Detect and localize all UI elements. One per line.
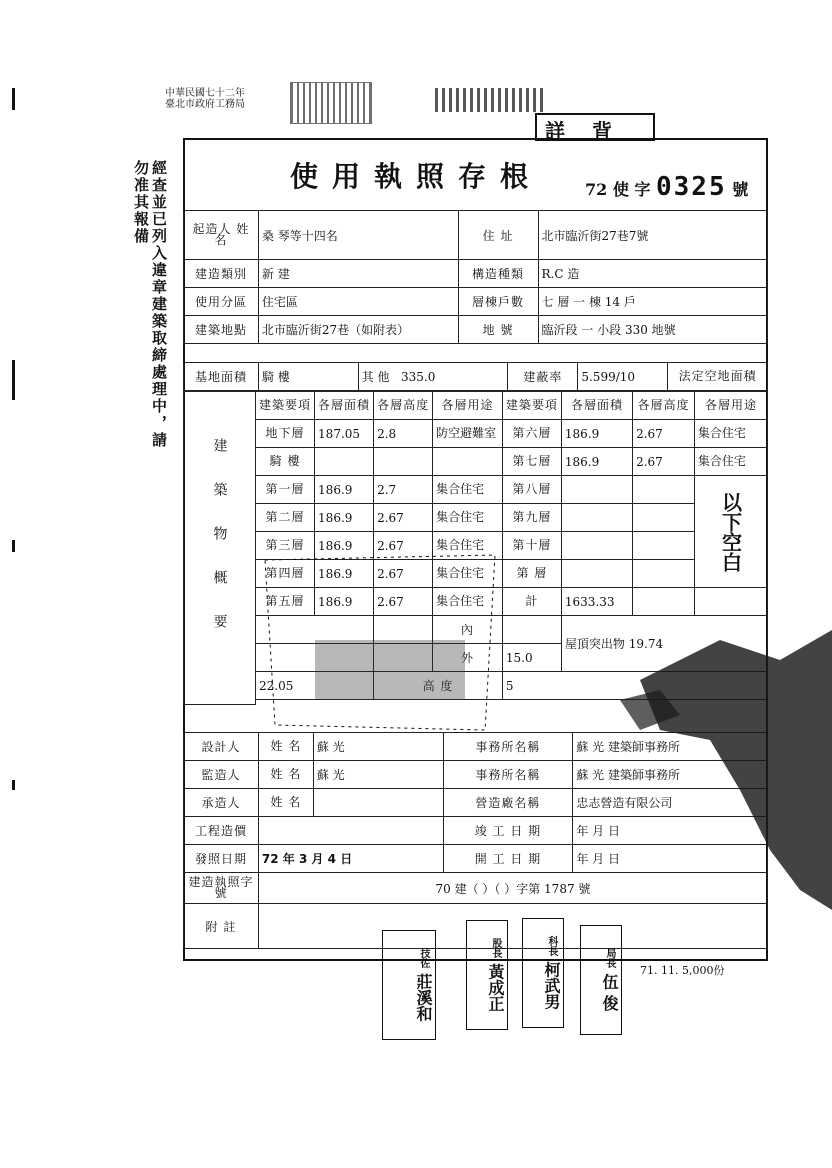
detail-stamp [535, 113, 655, 141]
floor-area: 1633.33 [561, 588, 632, 616]
seal-name: 黃成正 [486, 963, 505, 1012]
contractor-label: 承造人 [184, 789, 259, 817]
cost-value [258, 817, 443, 845]
floor-area: 187.05 [315, 420, 374, 448]
floor-height: 2.67 [633, 420, 695, 448]
side-note-text: 經查並已列入違章建築取締處理中，請勿准其報備 [132, 160, 168, 449]
floor-area [561, 504, 632, 532]
use-zone-label: 使用分區 [184, 288, 259, 316]
stamp-line: 臺北市政府工務局 [165, 99, 245, 110]
floor-name: 第一層 [256, 476, 315, 504]
build-type-label: 建造類別 [184, 260, 259, 288]
name-label: 姓 名 [258, 789, 313, 817]
floors-value: 七 層 一 棟 14 戶 [538, 288, 768, 316]
seal-role: 科長 [546, 936, 557, 957]
outdoor-label: 外 [433, 644, 503, 672]
seal-name: 柯武男 [542, 961, 561, 1010]
floor-name: 第二層 [256, 504, 315, 532]
designer-office: 蘇 光 建築師事務所 [573, 733, 768, 761]
smudge-overlay [255, 540, 505, 740]
page-title: 使用執照存根 [290, 160, 543, 193]
permit-suffix: 號 [732, 180, 749, 199]
floor-height: 2.8 [374, 420, 433, 448]
header-use: 各層用途 [694, 392, 767, 420]
floor-name: 第六層 [502, 420, 561, 448]
floor-height: 2.7 [374, 476, 433, 504]
land-area-value: 335.0 [400, 370, 436, 384]
structure-value: R.C 造 [538, 260, 768, 288]
header-height: 各層高度 [633, 392, 695, 420]
floor-height [633, 504, 695, 532]
name-label: 姓 名 [258, 761, 313, 789]
info-table [183, 210, 768, 344]
seal-clerk [382, 930, 436, 1040]
address-value: 北市臨沂街27巷7號 [538, 211, 768, 260]
cost-label: 工程造價 [184, 817, 259, 845]
seal-role: 局長 [604, 948, 615, 969]
detail-stamp-text: 詳 背 [545, 119, 622, 143]
floor-use: 集合住宅 [433, 532, 503, 560]
supervisor-office: 蘇 光 建築師事務所 [573, 761, 768, 789]
floor-name: 第三層 [256, 532, 315, 560]
top-left-stamp [165, 88, 285, 110]
permit-prefix: 72 使 字 [585, 180, 651, 199]
floor-height [633, 560, 695, 588]
finish-label: 竣 工 日 期 [443, 817, 573, 845]
floor-use: 集合住宅 [694, 420, 767, 448]
floor-area [561, 560, 632, 588]
finish-value: 年 月 日 [573, 817, 768, 845]
blank-note: 以下空白 [694, 476, 767, 588]
total-height-value: 22.05 [256, 672, 374, 700]
floor-name: 第八層 [502, 476, 561, 504]
designer-label: 設計人 [184, 733, 259, 761]
seal-role: 技佐 [418, 948, 429, 969]
rooftop-height: 5 [502, 672, 767, 700]
supervisor-label: 監造人 [184, 761, 259, 789]
floor-height [633, 588, 695, 616]
floor-use: 集合住宅 [433, 560, 503, 588]
seal-chief [522, 918, 564, 1028]
site-value: 北市臨沂街27巷（如附表） [258, 316, 458, 344]
start-label: 開 工 日 期 [443, 845, 573, 873]
office-label: 事務所名稱 [443, 761, 573, 789]
floor-use: 集合住宅 [694, 448, 767, 476]
indoor-label: 內 [433, 616, 503, 644]
floor-name: 計 [502, 588, 561, 616]
header-item: 建築要項 [256, 392, 315, 420]
date-stamp [435, 88, 545, 112]
issue-value: 72 年 3 月 4 日 [258, 845, 443, 873]
top-stamp-block [290, 82, 372, 124]
designer-name: 蘇 光 [313, 733, 443, 761]
arcade-label: 騎 樓 [258, 363, 358, 391]
seal-section [466, 920, 508, 1030]
floor-height: 2.67 [374, 588, 433, 616]
table-row [184, 476, 768, 504]
attachment-value [258, 904, 767, 949]
header-item: 建築要項 [502, 392, 561, 420]
floor-area: 186.9 [315, 560, 374, 588]
build-permit-value: 70 建（ ）（ ）字第 1787 號 [258, 873, 767, 904]
seal-name: 莊溪和 [414, 973, 433, 1022]
floor-height [633, 476, 695, 504]
floor-use: 防空避難室 [433, 420, 503, 448]
floor-area: 186.9 [315, 504, 374, 532]
margin-mark [12, 780, 15, 790]
header-height: 各層高度 [374, 392, 433, 420]
floor-use [694, 588, 767, 616]
permit-number-value: 0325 [656, 172, 727, 202]
permit-number [585, 172, 748, 202]
land-area-label: 基地面積 [184, 363, 259, 391]
header-use: 各層用途 [433, 392, 503, 420]
floor-height: 2.67 [633, 448, 695, 476]
margin-mark [12, 88, 15, 110]
floor-height [374, 448, 433, 476]
land-area-other [358, 363, 508, 391]
structure-label: 構造種類 [458, 260, 538, 288]
floor-area: 186.9 [315, 588, 374, 616]
applicant-value: 桑 琴等十四名 [258, 211, 458, 260]
table-row [184, 448, 768, 476]
floor-name: 第 層 [502, 560, 561, 588]
address-label: 住 址 [458, 211, 538, 260]
margin-mark [12, 540, 15, 552]
floor-height: 2.67 [374, 504, 433, 532]
seal-director [580, 925, 622, 1035]
issue-label: 發照日期 [184, 845, 259, 873]
indoor-value [502, 616, 561, 644]
attachment-label: 附 註 [184, 904, 259, 949]
coverage-value: 5.599/10 [578, 363, 668, 391]
print-note: 71. 11. 5,000份 [640, 964, 725, 977]
floor-area: 186.9 [561, 420, 632, 448]
floor-area [561, 476, 632, 504]
rooftop-value: 19.74 [628, 637, 664, 651]
floors-label: 層棟戶數 [458, 288, 538, 316]
floor-name: 騎 樓 [256, 448, 315, 476]
seal-name: 伍 俊 [600, 974, 619, 1012]
site-label: 建築地點 [184, 316, 259, 344]
floor-name: 第七層 [502, 448, 561, 476]
seal-role: 股長 [490, 938, 501, 959]
name-label: 姓 名 [258, 733, 313, 761]
lot-value: 臨沂段 一 小段 330 地號 [538, 316, 768, 344]
build-permit-label: 建造執照字號 [184, 873, 259, 904]
office-label: 事務所名稱 [443, 733, 573, 761]
floor-height: 2.67 [374, 560, 433, 588]
floor-area: 186.9 [561, 448, 632, 476]
land-area-table [183, 362, 768, 391]
header-area: 各層面積 [561, 392, 632, 420]
contractor-office: 忠志營造有限公司 [573, 789, 768, 817]
build-type-value: 新 建 [258, 260, 458, 288]
coverage-label: 建蔽率 [508, 363, 578, 391]
floor-name: 第五層 [256, 588, 315, 616]
header-area: 各層面積 [315, 392, 374, 420]
floor-use [433, 448, 503, 476]
lot-label: 地 號 [458, 316, 538, 344]
floor-name: 地下層 [256, 420, 315, 448]
floor-name: 第九層 [502, 504, 561, 532]
contractor-name [313, 789, 443, 817]
floor-area [315, 448, 374, 476]
start-value: 年 月 日 [573, 845, 768, 873]
floor-height: 2.67 [374, 532, 433, 560]
floor-area [561, 532, 632, 560]
floor-height [633, 532, 695, 560]
outdoor-value: 15.0 [502, 644, 561, 672]
open-space-label: 法定空地面積 [668, 363, 768, 391]
supervisor-name: 蘇 光 [313, 761, 443, 789]
stamp-line: 中華民國七十二年 [165, 88, 245, 99]
applicant-label: 起造人 姓名 [184, 211, 259, 260]
building-label: 建築物概要 [184, 392, 256, 705]
floor-name: 第四層 [256, 560, 315, 588]
side-note [118, 160, 168, 460]
table-row [184, 420, 768, 448]
rooftop-label: 屋頂突出物 [564, 637, 625, 651]
floor-area: 186.9 [315, 476, 374, 504]
margin-mark [12, 360, 15, 400]
floor-use: 集合住宅 [433, 588, 503, 616]
office-label: 營造廠名稱 [443, 789, 573, 817]
table-row [184, 504, 768, 532]
floor-use: 集合住宅 [433, 504, 503, 532]
other-label: 其 他 [361, 370, 390, 384]
floor-area: 186.9 [315, 532, 374, 560]
floor-name: 第十層 [502, 532, 561, 560]
height-label: 高 度 [374, 672, 503, 700]
use-zone-value: 住宅區 [258, 288, 458, 316]
damage-overlay [600, 620, 832, 910]
floor-use: 集合住宅 [433, 476, 503, 504]
